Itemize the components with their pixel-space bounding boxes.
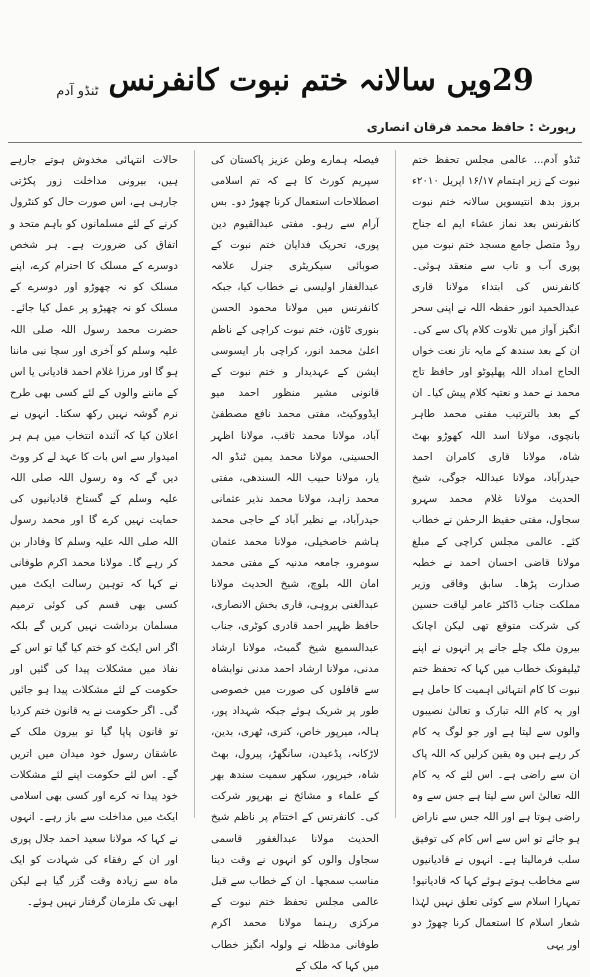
article-body [10,150,580,972]
column-left [10,150,178,909]
column-right-text: ٹنڈو آدم... عالمی مجلس تحفظ ختم نبوت کے زیر اہتمام ۱۶/۱۷ اپریل ۲۰۱۰ء بروز بدھ انتیسویں سالانہ ختم نبوت کانفرنس بعد نماز عشاء ایم اے جناح روڈ متصل جامع مسجد ختم نبوت میں پوری آب و تاب سے منعقد ہوئی۔ کانفرنس کی ابتداء مولانا قاری عبدالحمید انور حفظہ اللہ نے اپنی سحر انگیز آواز میں تلاوت کلام پاک سے کی۔ ان کے بعد سندھ کے مایہ ناز نعت خواں الحاج امداد اللہ پھلپوٹو اور حافظ تاج محمد نے حمد و نعتیہ کلام پیش کیا۔ ان کے بعد بالترتیب مفتی محمد طاہر بانچوی، مولانا اسد اللہ کھوڑو بھٹ شاہ، مولانا قاری کامران احمد حیدرآباد، مولانا عبداللہ جوگی، شیخ الحدیث مولانا غلام محمد سہرو سجاول، مفتی حفیظ الرحمٰن نے خطاب کئے۔ عالمی مجلس کراچی کے مبلغ مولانا قاضی احسان احمد نے خطبہ صدارت پڑھا۔ سابق وفاقی وزیر مملکت جناب ڈاکٹر عامر لیاقت حسین کی شرکت متوقع تھی لیکن اچانک بیرون ملک چلے جانے پر انہوں نے اپنے ٹیلیفونک خطاب میں کہا کہ تحفظ ختم نبوت کا کام انتہائی اہمیت کا حامل ہے اور یہ کام اللہ تبارک و تعالیٰ نصیبوں والوں سے لیتا ہے اور جو لوگ یہ کام کر رہے ہیں وہ یقین کرلیں کہ اللہ پاک ان سے راضی ہے۔ اس لئے کہ یہ کام اللہ تعالیٰ اس سے لیتا ہے جس سے وہ راضی ہوتا ہے اور اللہ جس سے ناراض ہو جائے تو اس سے اس کام کی توفیق سلب فرمالیتا ہے۔ انہوں نے قادیانیوں سے مخاطب ہوتے ہوئے کہا کہ قادیانیو! تمہارا اسلام سے کوئی تعلق نہیں لہٰذا شعار اسلام کا استعمال کرنا چھوڑ دو اور یہی [412,154,580,951]
column-divider [395,150,396,818]
column-right [412,150,580,951]
header-divider [8,142,582,143]
headline-main: 29ویں سالانہ ختم نبوت کانفرنس [108,62,534,98]
column-divider [194,150,195,818]
column-left-text: حالات انتہائی مخدوش ہوتے جارہے ہیں، بیرونی مداخلت زور پکڑتی جارہی ہے، اس صورت حال کو کنٹرول کرنے کے لئے مسلمانوں کو باہم متحد و اتفاق کی ضرورت ہے۔ ہر شخص دوسرے کے مسلک کا احترام کرے، اپنے مسلک کو نہ چھوڑو اور دوسرے کے مسلک کو نہ چھیڑو پر عمل کیا جائے۔ حضرت محمد رسول اللہ صلی اللہ علیہ وسلم کو آخری اور سچا نبی ماننا ہو گا اور مرزا غلام احمد قادیانی یا اس کے ماننے والوں کے لئے کسی بھی طرح نرم گوشہ نہیں رکھ سکتا۔ انہوں نے اعلان کیا کہ آئندہ انتخاب میں ہم ہر امیدوار سے اس بات کا عہد لے کر ووٹ دیں گے کہ وہ رسول اللہ صلی اللہ علیہ وسلم کے گستاخ قادیانیوں کی حمایت نہیں کرے گا اور محمد رسول اللہ صلی اللہ علیہ وسلم کا وفادار بن کر رہے گا۔ مولانا محمد اکرم طوفانی نے کہا کہ توہین رسالت ایکٹ میں کسی بھی قسم کی کوئی ترمیم مسلمان برداشت نہیں کریں گے بلکہ اگر اس ایکٹ کو ختم کیا گیا تو اس کے نفاذ میں مشکلات پیدا کی گئیں اور حکومت کے لئے مشکلات پیدا ہو جائیں گی۔ اگر حکومت نے یہ قانون ختم کردیا تو قانون پاپا گیا تو بیرون ملک کے عاشقان رسول خود میدان میں اتریں گے۔ اس لئے حکومت اپنے لئے مشکلات خود پیدا نہ کرے اور کسی بھی اسلامی ایکٹ میں مداخلت سے باز رہے۔ انہوں نے کہا کہ مولانا سعید احمد جلال پوری اور ان کے رفقاء کی شہادت کو ایک ماہ سے زیادہ وقت گزر گیا ہے لیکن ابھی تک ملزمان گرفتار نہیں ہوئے۔ [10,154,178,909]
headline-location: ٹنڈو آدم [56,83,99,99]
byline: رپورٹ : حافظ محمد فرقان انصاری [366,120,576,134]
column-middle [211,150,379,972]
article-headline [0,48,590,112]
column-middle-text: فیصلہ ہمارے وطن عزیز پاکستان کی سپریم کورٹ کا ہے کہ تم اسلامی اصطلاحات استعمال کرنا چھوڑ دو۔ بس آرام سے رہو۔ مفتی عبدالقیوم دین پوری، تحریک فدایان ختم نبوت کے صوبائی سیکریٹری جنرل علامہ عبدالغفار اولیسی نے خطاب کیا، جبکہ کانفرنس میں مولانا محمود الحسن بنوری ٹاؤن، ختم نبوت کراچی کے ناظم اعلیٰ محمد انور، کراچی بار ایسوسی ایشن کے عہدیدار و ختم نبوت کے قانونی مشیر منظور احمد میو ایڈووکیٹ، مفتی محمد نافع مصطفیٰ آباد، مولانا محمد ثاقب، مولانا اظہر الحسینی، مولانا محمد یمین ٹنڈو الہ یار، مولانا حبیب اللہ السندھی، مفتی محمد زاہد، مولانا محمد نذیر عثمانی حیدرآباد، بے نظیر آباد کے حاجی محمد ہاشم خاصخیلی، مولانا محمد عثمان سومرو، جامعہ مدنیہ کے مفتی محمد امان اللہ بلوچ، شیخ الحدیث مولانا عبدالغنی بروہی، قاری بخش الانصاری، حافظ ظہیر احمد قادری کوٹری، جناب عبدالسمیع شیخ گمبٹ، مولانا ارشاد مدنی، مولانا ارشاد احمد مدنی نوابشاہ سے قافلوں کی صورت میں خصوصی طور پر شریک ہوئے جبکہ شہداد پور، ہالہ، میرپور خاص، کنری، ٹھری، بدین، لاڑکانہ، پڈعیدن، سانگھڑ، پیرول، بھٹ شاہ، خیرپور، سکھر سمیت سندھ بھر کے علماء و مشائخ نے بھرپور شرکت کی۔ کانفرنس کے اختتام پر ناظم شیخ الحدیث مولانا عبدالغفور قاسمی سجاول والوں کو انہوں نے وقت دینا مناسب سمجھا۔ ان کے خطاب سے قبل عالمی مجلس تحفظ ختم نبوت کے مرکزی رہنما مولانا محمد اکرم طوفانی مدظلہ نے ولولہ انگیز خطاب میں کہا کہ ملک کے [211,154,379,972]
